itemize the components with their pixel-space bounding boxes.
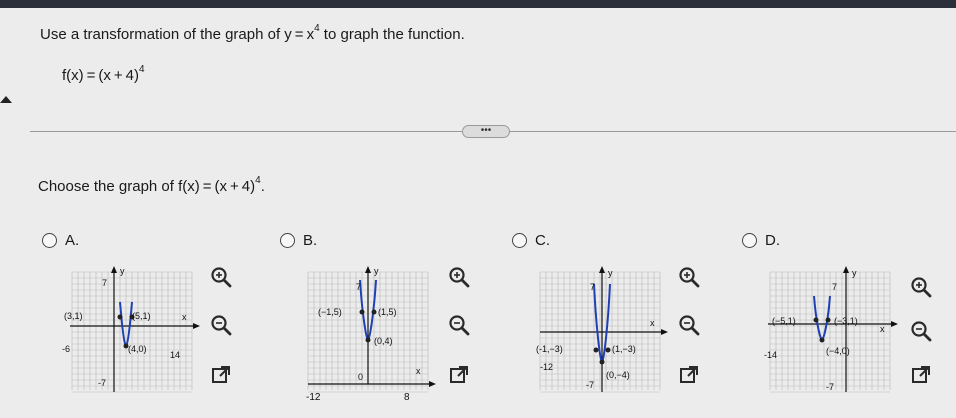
graph-d-tick-label: -7 [826,382,835,392]
zoom-out-icon[interactable] [448,314,470,336]
graph-b-tick-label: -12 [306,392,321,403]
option-b-label: B. [303,232,318,249]
option-a-label: A. [65,232,80,249]
zoom-in-icon[interactable] [910,276,932,298]
graph-a-tick-label: -7 [98,378,107,388]
graph-a-point-label: (3,1) [64,311,83,321]
function-expression [62,64,145,84]
graph-b-x-arrow-icon [429,381,436,387]
choose-prompt [38,175,265,195]
graph-c-x-arrow-icon [661,329,668,335]
graph-a-point-label: (4,0) [128,344,147,354]
radio-a[interactable] [42,233,57,248]
graph-c-x-label: x [650,318,655,328]
question-prefix: Use a transformation of the graph of y = x [40,26,315,43]
question-text [40,23,465,43]
graph-c-point [594,348,599,353]
graph-b-tick-label: 0 [358,372,364,382]
graph-b [298,262,438,412]
graph-b-y-arrow-icon [365,266,371,273]
function-base: f(x) = (x + 4) [62,67,140,84]
graph-b-point-label: (0,4) [374,336,393,346]
prompt-exponent: 4 [255,175,261,186]
function-exponent: 4 [139,64,145,75]
radio-d[interactable] [742,233,757,248]
graph-b-point-label: (−1,5) [318,307,342,317]
graph-a-point [118,315,123,320]
graph-b-point-label: (1,5) [378,307,397,317]
graph-c-point-label: (1,−3) [612,344,636,354]
graph-d-x-label: x [880,324,885,334]
graph-c-point-label: (-1,−3) [536,344,563,354]
option-d[interactable] [742,232,780,249]
graph-d-y-arrow-icon [843,266,849,273]
graph-b-tick-label: 7 [356,282,362,292]
popout-icon[interactable] [910,364,932,386]
option-c[interactable] [512,232,550,249]
graph-d-point-label: (−5,1) [772,316,796,326]
graph-a-grid [72,272,192,392]
question-suffix: to graph the function. [319,26,465,43]
option-d-label: D. [765,232,780,249]
graph-d-y-label: y [852,268,857,278]
graph-a-tick-label: -6 [62,344,71,354]
more-button[interactable]: ••• [462,125,510,138]
graph-b-y-label: y [374,266,379,276]
graph-b-point [372,310,377,315]
prompt-base: f(x) = (x + 4) [178,178,256,195]
graph-c-point [606,348,611,353]
graph-a [62,262,202,402]
zoom-out-icon[interactable] [910,320,932,342]
graph-d-point [820,338,825,343]
graph-d-point-label: (−3,1) [834,316,858,326]
graph-a-y-arrow-icon [111,266,117,273]
zoom-out-icon[interactable] [210,314,232,336]
graph-c-point-label: (0,−4) [606,370,630,380]
option-a[interactable] [42,232,79,249]
graph-c-y-arrow-icon [599,266,605,273]
zoom-in-icon[interactable] [678,266,700,288]
graph-a-tick-label: 7 [102,278,108,288]
radio-b[interactable] [280,233,295,248]
graph-c-point [600,360,605,365]
graph-d-grid [770,272,890,392]
zoom-in-icon[interactable] [448,266,470,288]
graph-c-y-label: y [608,268,613,278]
graph-d-tick-label: 7 [832,282,838,292]
graph-c [530,262,670,402]
popout-icon[interactable] [448,364,470,386]
graph-c-tick-label: -7 [586,380,595,390]
graph-a-tick-label: 14 [170,350,181,360]
graph-d-tick-label: -14 [764,350,778,360]
collapse-triangle-icon[interactable] [0,96,12,103]
graph-b-tick-label: 8 [404,392,410,403]
popout-icon[interactable] [678,364,700,386]
graph-c-tick-label: 7 [590,282,596,292]
graph-d-x-arrow-icon [891,321,898,327]
graph-a-point-label: (5,1) [132,311,151,321]
graph-d-point [826,318,831,323]
graph-c-tick-label: -12 [540,362,554,372]
zoom-in-icon[interactable] [210,266,232,288]
question-exponent: 4 [314,23,320,34]
graph-d-point-label: (−4,0) [826,346,850,356]
option-c-label: C. [535,232,550,249]
graph-d [760,262,900,402]
graph-b-x-label: x [416,366,421,376]
radio-c[interactable] [512,233,527,248]
top-bar [0,0,956,8]
popout-icon[interactable] [210,364,232,386]
graph-d-point [814,318,819,323]
prompt-end: . [260,178,265,195]
prompt-prefix: Choose the graph of [38,178,179,195]
graph-a-y-label: y [120,266,125,276]
zoom-out-icon[interactable] [678,314,700,336]
graph-b-point [360,310,365,315]
option-b[interactable] [280,232,317,249]
graph-a-x-arrow-icon [193,323,200,329]
graph-a-x-label: x [182,312,187,322]
graph-b-point [366,338,371,343]
